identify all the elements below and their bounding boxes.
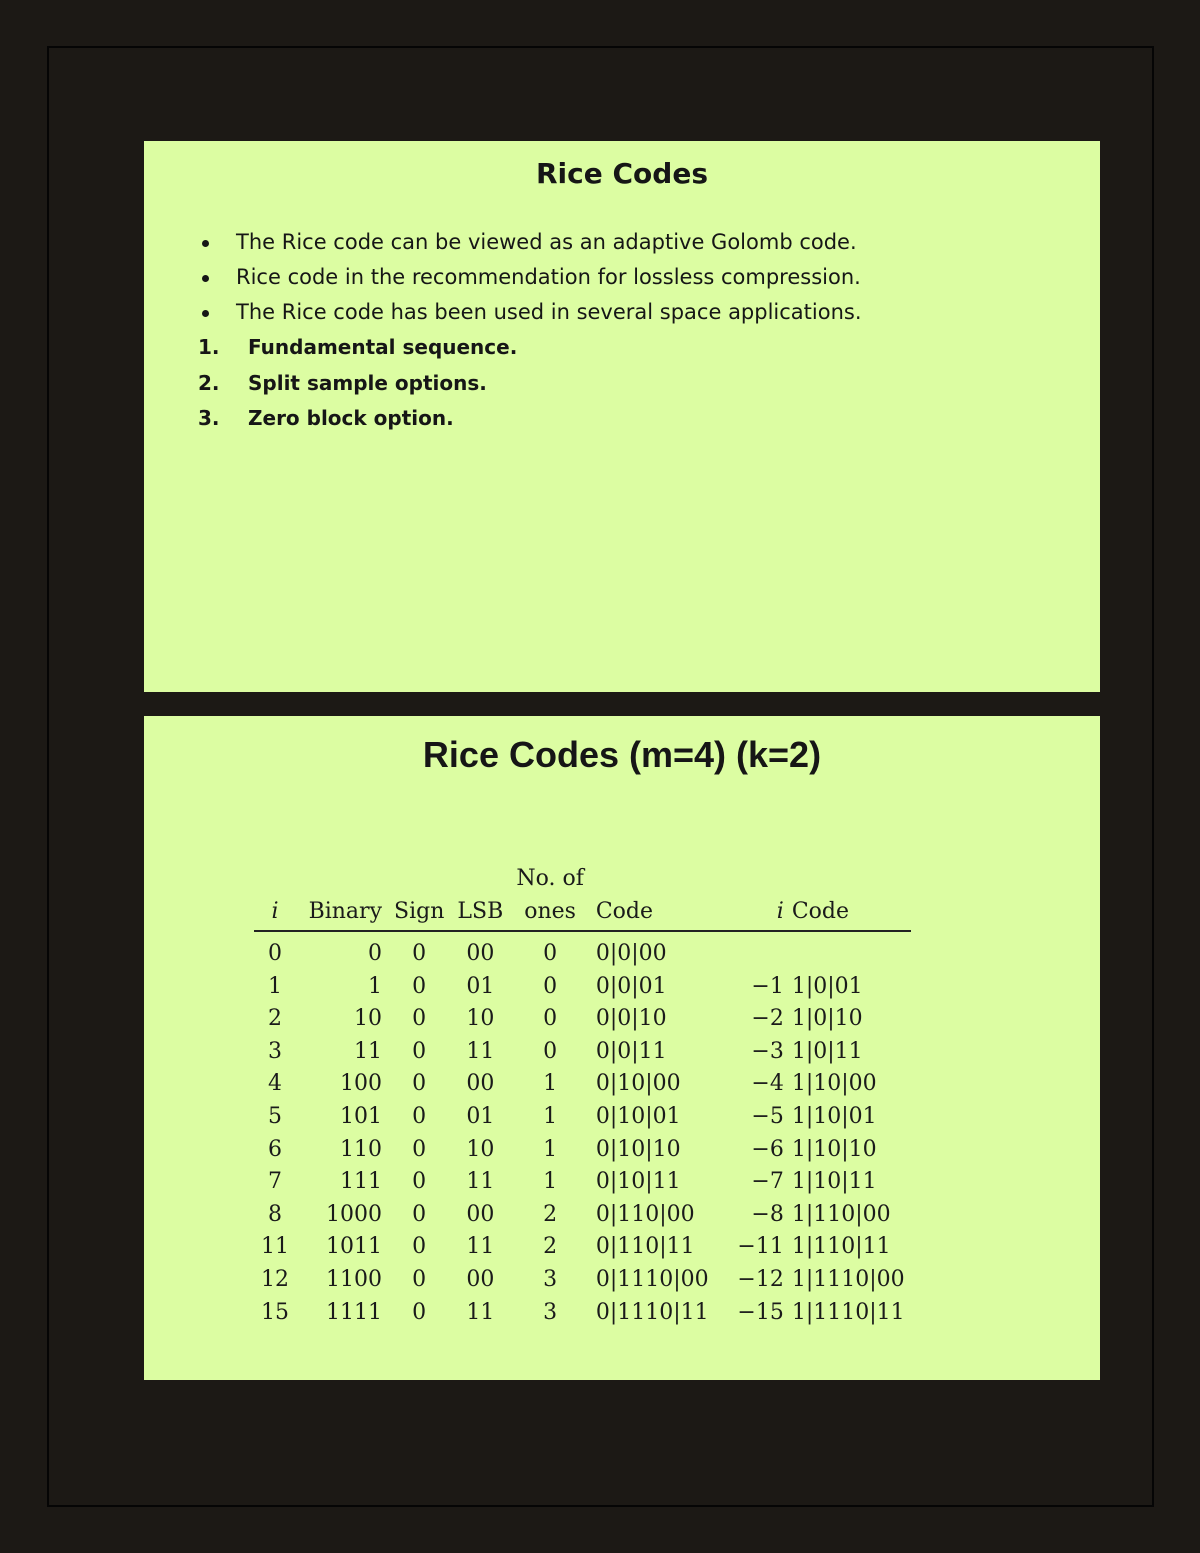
bullet-list (200, 225, 862, 330)
table-row (254, 1101, 911, 1134)
numbered-list (198, 330, 517, 437)
bullet-dot-icon (202, 275, 209, 282)
bullet-item (200, 295, 862, 330)
bullet-text: The Rice code has been used in several space applications. (236, 300, 862, 324)
cell-lsb: 00 (466, 1071, 495, 1097)
header-code: Code (590, 895, 724, 931)
table-row (254, 1199, 911, 1232)
cell-binary: 1111 (326, 1299, 382, 1325)
cell-binary: 10 (354, 1006, 382, 1032)
cell-binary: 100 (340, 1071, 382, 1097)
cell-neg-code: 1|110|11 (791, 1234, 891, 1260)
cell-neg-i: −2 (751, 1006, 784, 1032)
cell-i: 8 (268, 1201, 282, 1227)
item-number: 2. (198, 370, 220, 395)
cell-i: 4 (268, 1071, 282, 1097)
cell-i: 7 (268, 1169, 282, 1195)
cell-code: 0|110|11 (595, 1234, 695, 1260)
cell-i: 0 (268, 941, 282, 966)
cell-binary: 1000 (326, 1201, 382, 1227)
item-number: 1. (198, 335, 220, 359)
cell-binary: 1100 (326, 1266, 382, 1292)
cell-ones: 1 (543, 1169, 558, 1195)
bullet-item (200, 225, 862, 260)
cell-i: 11 (261, 1234, 289, 1260)
cell-neg-code: 1|10|01 (791, 1103, 877, 1129)
cell-neg-i: −5 (751, 1103, 784, 1129)
cell-lsb: 00 (466, 941, 495, 966)
slide2-title: Rice Codes (m=4) (k=2) (422, 734, 822, 775)
cell-binary: 11 (354, 1038, 382, 1064)
cell-code: 0|10|00 (595, 1071, 681, 1097)
cell-neg-code: 1|1110|11 (791, 1299, 905, 1325)
cell-i: 1 (268, 973, 282, 999)
cell-code: 0|0|00 (595, 941, 667, 966)
cell-neg-i: −4 (751, 1071, 784, 1097)
cell-neg-i: −6 (751, 1136, 784, 1162)
cell-lsb: 11 (466, 1038, 495, 1064)
item-text: Zero block option. (248, 406, 454, 430)
cell-ones: 2 (543, 1234, 558, 1260)
cell-binary: 0 (368, 941, 382, 966)
cell-lsb: 01 (466, 973, 495, 999)
cell-neg-code: 1|1110|00 (791, 1266, 905, 1292)
item-text: Fundamental sequence. (248, 335, 518, 359)
cell-code: 0|110|00 (595, 1201, 695, 1227)
cell-ones: 1 (543, 1136, 558, 1162)
numbered-item (198, 366, 517, 402)
cell-neg-code: 1|10|10 (791, 1136, 877, 1162)
table-header-top-row (254, 862, 911, 895)
table-row (254, 1003, 911, 1036)
cell-ones: 0 (543, 973, 558, 999)
table-row (254, 1264, 911, 1297)
cell-neg-code: 1|10|00 (791, 1071, 877, 1097)
header-lsb: LSB (450, 895, 510, 931)
cell-i: 6 (268, 1136, 282, 1162)
cell-ones: 3 (543, 1299, 558, 1325)
cell-neg-code: 1|0|10 (791, 1006, 863, 1032)
cell-lsb: 00 (466, 1201, 495, 1227)
cell-code: 0|10|10 (595, 1136, 681, 1162)
cell-neg-code: 1|0|01 (791, 973, 863, 999)
cell-binary: 101 (340, 1103, 382, 1129)
header-neg-i: i (724, 895, 786, 931)
cell-ones: 2 (543, 1201, 558, 1227)
slide-rice-codes-table (144, 716, 1100, 1380)
rice-code-table (254, 862, 911, 1329)
cell-ones: 1 (543, 1103, 558, 1129)
cell-code: 0|1110|00 (595, 1266, 709, 1292)
slide-rice-codes-overview (144, 141, 1100, 692)
cell-sign: 0 (412, 1136, 427, 1162)
cell-lsb: 10 (466, 1006, 495, 1032)
cell-neg-i: −7 (751, 1169, 784, 1195)
cell-neg-i: −1 (751, 973, 784, 999)
cell-code: 0|0|11 (595, 1038, 667, 1064)
cell-neg-i: −12 (737, 1266, 784, 1292)
header-binary: Binary (296, 895, 388, 931)
bullet-item (200, 260, 862, 295)
header-i: i (254, 895, 296, 931)
cell-neg-i: −8 (751, 1201, 784, 1227)
cell-neg-code: 1|110|00 (791, 1201, 891, 1227)
table-row (254, 1297, 911, 1330)
cell-sign: 0 (412, 973, 427, 999)
cell-neg-code: 1|10|11 (791, 1169, 877, 1195)
cell-lsb: 11 (466, 1299, 495, 1325)
cell-neg-i: −11 (737, 1234, 784, 1260)
cell-ones: 3 (543, 1266, 558, 1292)
cell-binary: 111 (340, 1169, 382, 1195)
cell-code: 0|10|01 (595, 1103, 681, 1129)
cell-sign: 0 (412, 1266, 427, 1292)
bullet-dot-icon (202, 310, 209, 317)
numbered-item (198, 330, 517, 366)
cell-ones: 1 (543, 1071, 558, 1097)
cell-sign: 0 (412, 941, 427, 966)
cell-sign: 0 (412, 1103, 427, 1129)
table-row (254, 931, 911, 971)
slide1-title: Rice Codes (536, 157, 708, 190)
cell-sign: 0 (412, 1234, 427, 1260)
cell-code: 0|1110|11 (595, 1299, 709, 1325)
cell-ones: 0 (543, 1038, 558, 1064)
cell-lsb: 10 (466, 1136, 495, 1162)
cell-i: 3 (268, 1038, 282, 1064)
cell-ones: 0 (543, 1006, 558, 1032)
cell-i: 2 (268, 1006, 282, 1032)
cell-sign: 0 (412, 1169, 427, 1195)
table-row (254, 971, 911, 1004)
table-row (254, 1036, 911, 1069)
header-neg-code: Code (786, 895, 911, 931)
cell-neg-code: 1|0|11 (791, 1038, 863, 1064)
table-header-row (254, 895, 911, 931)
header-ones: ones (510, 895, 589, 931)
item-number: 3. (198, 406, 220, 430)
numbered-item (198, 401, 517, 437)
cell-binary: 1011 (326, 1234, 382, 1260)
cell-binary: 110 (340, 1136, 382, 1162)
cell-neg-i: −15 (737, 1299, 784, 1325)
cell-lsb: 00 (466, 1266, 495, 1292)
cell-ones: 0 (543, 941, 558, 966)
cell-i: 12 (261, 1266, 289, 1292)
cell-sign: 0 (412, 1201, 427, 1227)
table-row (254, 1068, 911, 1101)
bullet-text: The Rice code can be viewed as an adaptive Golomb code. (236, 230, 857, 254)
item-text: Split sample options. (248, 370, 487, 395)
table-row (254, 1231, 911, 1264)
cell-i: 15 (261, 1299, 289, 1325)
cell-sign: 0 (412, 1006, 427, 1032)
cell-sign: 0 (412, 1071, 427, 1097)
cell-code: 0|0|01 (595, 973, 667, 999)
cell-lsb: 11 (466, 1234, 495, 1260)
cell-neg-i: −3 (751, 1038, 784, 1064)
cell-lsb: 01 (466, 1103, 495, 1129)
header-no-of: No. of (516, 866, 584, 891)
cell-neg-i (724, 931, 786, 971)
cell-i: 5 (268, 1103, 282, 1129)
cell-lsb: 11 (466, 1169, 495, 1195)
cell-binary: 1 (368, 973, 382, 999)
cell-neg-code (786, 931, 911, 971)
cell-sign: 0 (412, 1038, 427, 1064)
cell-code: 0|10|11 (595, 1169, 681, 1195)
table-row (254, 1166, 911, 1199)
bullet-dot-icon (202, 240, 209, 247)
bullet-text: Rice code in the recommendation for lossless compression. (236, 265, 861, 289)
table-row (254, 1134, 911, 1167)
cell-sign: 0 (412, 1299, 427, 1325)
header-sign: Sign (388, 895, 450, 931)
cell-code: 0|0|10 (595, 1006, 667, 1032)
